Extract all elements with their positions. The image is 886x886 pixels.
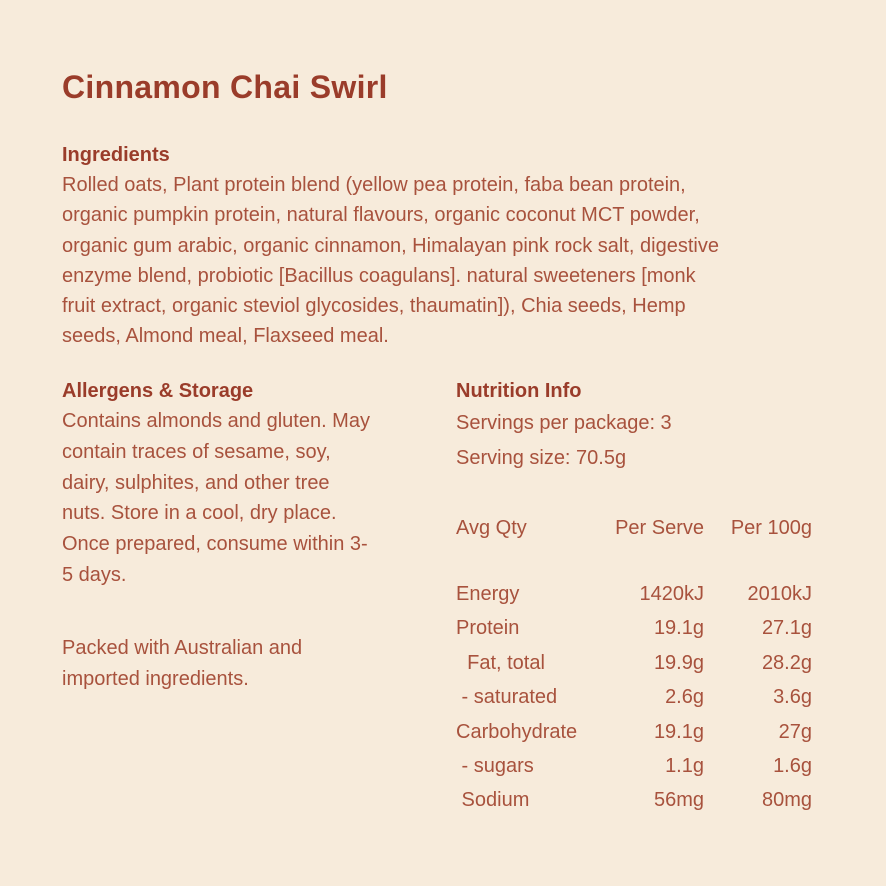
ingredients-section [62,140,862,352]
nutrition-info-heading: Nutrition Info [456,380,582,402]
row-label: - saturated [456,686,558,709]
ingredients-text-line: enzyme blend, probiotic [Bacillus coagulans]. natural sweeteners [monk [62,264,696,287]
row-per-100g-value: 3.6g [773,686,812,709]
origin-note-line: Packed with Australian and [62,636,303,659]
row-label: Energy [456,583,520,605]
column-header-per-100g: Per 100g [730,517,812,539]
serving-size: Serving size: 70.5g [456,447,627,469]
servings-per-package: Servings per package: 3 [456,412,672,434]
row-per-100g-value: 28.2g [761,651,812,674]
ingredients-text-line: organic pumpkin protein, natural flavours, organic coconut MCT powder, [62,204,700,227]
origin-note [62,633,456,695]
allergens-text-line: 5 days. [62,563,127,586]
two-column-area [62,376,824,818]
row-label: Fat, total [456,651,545,674]
row-per-100g-value: 1.6g [773,755,812,778]
allergens-text-line: nuts. Store in a cool, dry place. [62,502,337,525]
allergens-storage-text [62,406,456,591]
column-header-avg-qty: Avg Qty [456,517,527,539]
row-per-serve-value: 19.1g [653,720,704,743]
row-label: - sugars [456,755,534,778]
row-per-100g-value: 2010kJ [747,583,812,605]
row-per-serve-value: 1.1g [665,755,704,778]
row-label: Carbohydrate [456,720,578,743]
table-row-carbohydrate [456,715,812,749]
row-per-serve-value: 2.6g [665,686,704,709]
row-per-serve-value: 56mg [653,789,704,812]
table-row-energy [456,577,812,611]
table-row-protein [456,611,812,645]
nutrition-info-section [456,376,824,818]
allergens-text-line: Contains almonds and gluten. May [62,410,370,432]
ingredients-text-line: organic gum arabic, organic cinnamon, Himalayan pink rock salt, digestive [62,234,719,257]
ingredients-text-line: Rolled oats, Plant protein blend (yellow pea protein, faba bean protein, [62,174,686,196]
nutrition-table-rows [456,577,812,818]
table-row-sugars [456,749,812,783]
ingredients-heading: Ingredients [62,144,170,166]
allergens-storage-section [62,376,456,818]
allergens-text-line: contain traces of sesame, soy, [62,440,331,463]
row-per-serve-value: 19.9g [653,651,704,674]
table-row-sodium [456,783,812,817]
row-per-100g-value: 27.1g [761,617,812,640]
ingredients-text-line: seeds, Almond meal, Flaxseed meal. [62,325,389,348]
ingredients-text-line: fruit extract, organic steviol glycosides, thaumatin]), Chia seeds, Hemp [62,295,686,318]
nutrition-table-header [456,511,812,546]
row-per-serve-value: 1420kJ [639,583,704,605]
allergens-text-line: Once prepared, consume within 3- [62,533,368,556]
row-label: Sodium [456,789,530,812]
row-per-100g-value: 27g [778,720,812,743]
allergens-storage-heading: Allergens & Storage [62,380,254,402]
row-per-100g-value: 80mg [761,789,812,812]
allergens-text-line: dairy, sulphites, and other tree [62,471,330,494]
table-row-fat-total [456,646,812,680]
column-header-per-serve: Per Serve [615,517,704,539]
origin-note-line: imported ingredients. [62,667,249,690]
table-row-saturated-fat [456,680,812,714]
product-title: Cinnamon Chai Swirl [62,69,388,105]
row-per-serve-value: 19.1g [653,617,704,640]
nutrition-table [456,511,812,818]
row-label: Protein [456,617,520,640]
